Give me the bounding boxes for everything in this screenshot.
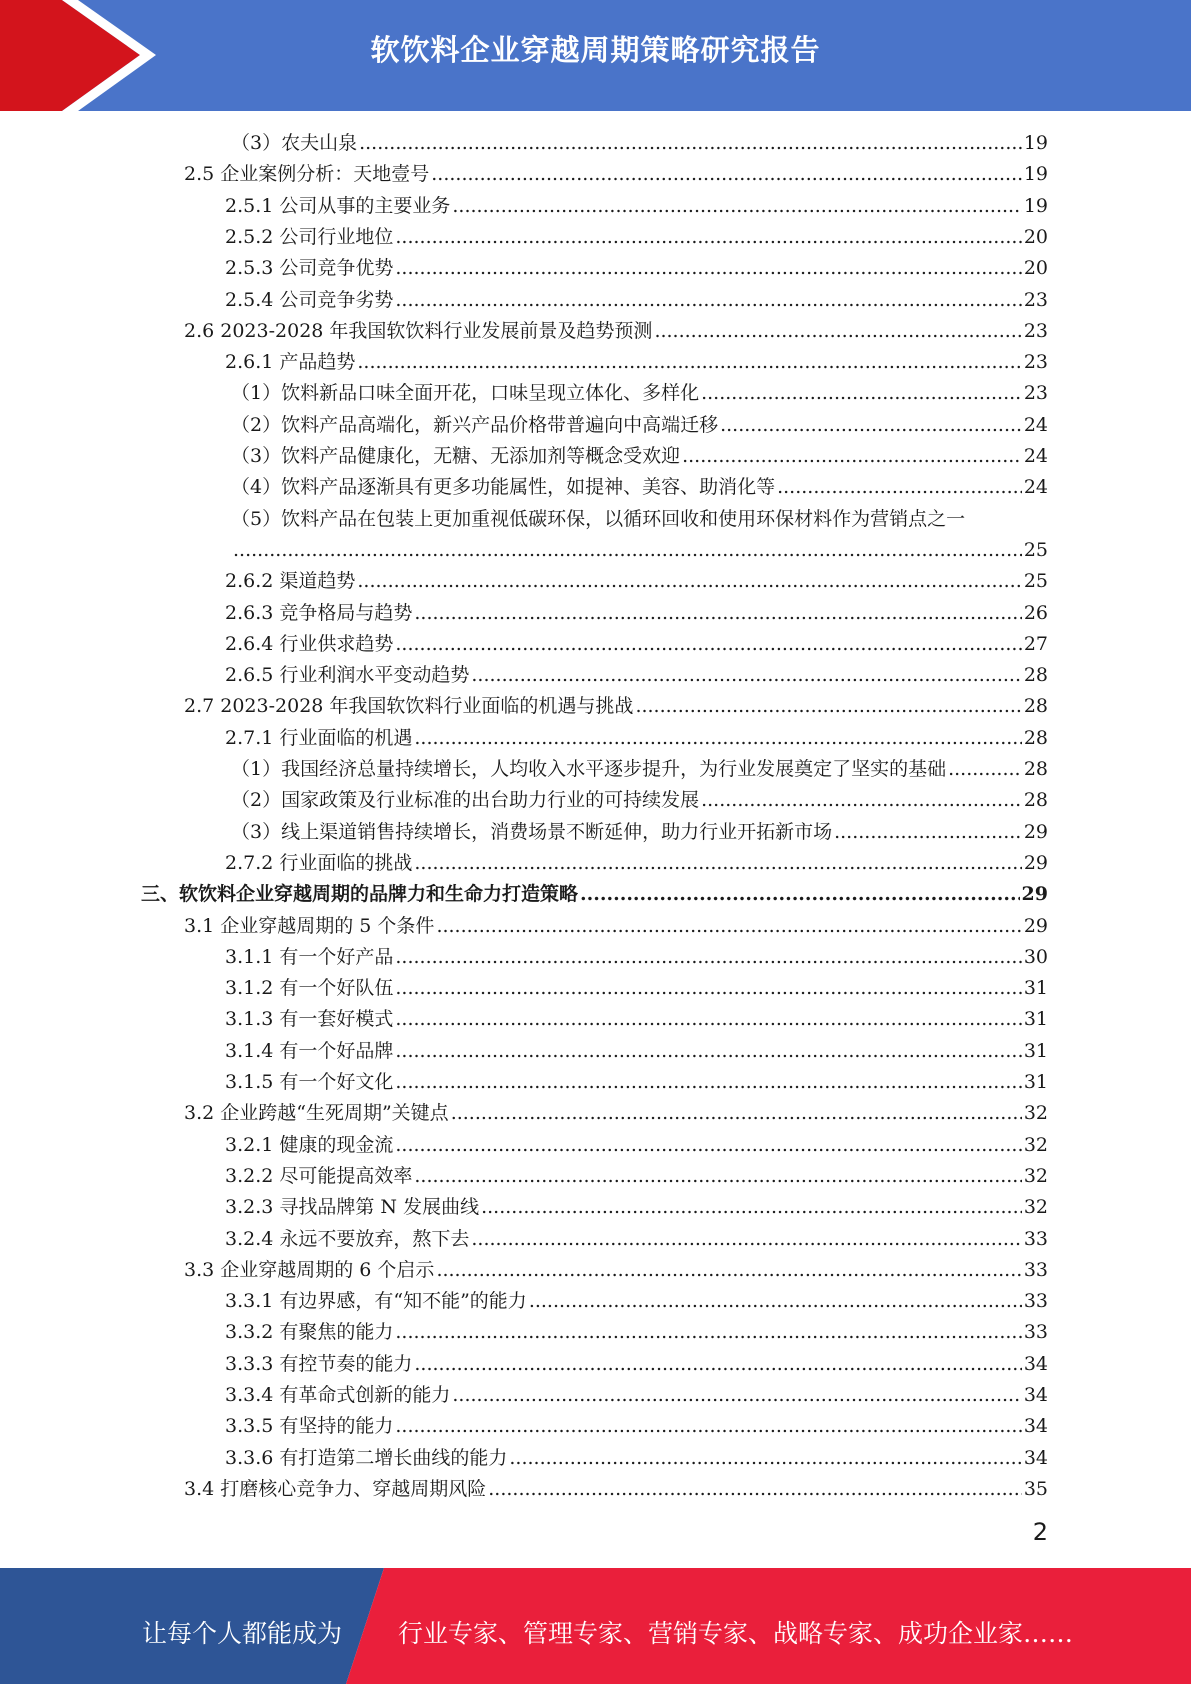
toc-entry[interactable] [225,1067,1048,1098]
toc-dot-leader [436,1255,1021,1286]
toc-dot-leader [395,973,1021,1004]
toc-entry-page: 28 [1023,789,1048,812]
toc-dot-leader [654,316,1021,347]
toc-entry[interactable] [225,660,1048,691]
toc-entry-title: 3.3.4 有革命式创新的能力 [225,1384,451,1406]
toc-entry-title: （3）农夫山泉 [231,132,358,154]
toc-entry-page: 31 [1023,1039,1048,1062]
toc-entry-page: 32 [1023,1102,1048,1125]
toc-entry[interactable] [231,754,1048,785]
toc-entry[interactable] [225,1036,1048,1067]
toc-entry-title: 3.1.2 有一个好队伍 [225,977,394,1000]
toc-dot-leader [414,848,1021,879]
toc-entry-page: 31 [1023,1071,1048,1093]
toc-dot-leader [359,128,1022,159]
footer-slogan-right: 行业专家、管理专家、营销专家、战略专家、成功企业家…… [398,1619,1074,1648]
toc-entry-title: 2.6.3 竞争格局与趋势 [225,601,413,624]
toc-entry[interactable] [225,1130,1048,1161]
toc-entry-page: 33 [1023,1321,1048,1344]
toc-dot-leader [414,598,1021,629]
toc-entry-title: 3.3.1 有边界感，有“知不能”的能力 [225,1290,527,1313]
toc-entry[interactable] [231,817,1048,848]
toc-dot-leader [451,1098,1022,1129]
toc-entry-page: 34 [1023,1384,1048,1406]
toc-entry[interactable] [225,253,1048,284]
toc-entry-title: 2.5 企业案例分析：天地壹号 [184,163,430,186]
toc-entry[interactable] [225,629,1048,660]
toc-entry-page: 29 [1021,883,1048,906]
toc-entry[interactable] [225,942,1048,973]
toc-dot-leader [395,1004,1021,1035]
toc-entry-title: 2.6.5 行业利润水平变动趋势 [225,664,470,687]
toc-entry-title: 3.2.2 尽可能提高效率 [225,1164,413,1187]
toc-entry-page: 34 [1023,1415,1048,1438]
toc-entry[interactable] [231,441,1048,472]
toc-dot-leader [414,723,1021,754]
toc-entry-page: 25 [1023,538,1048,561]
toc-entry-title: （3）饮料产品健康化，无糖、无添加剂等概念受欢迎 [231,445,681,467]
toc-dot-leader [357,347,1021,378]
toc-entry[interactable] [184,1474,1048,1505]
toc-entry-title: 2.5.2 公司行业地位 [225,225,394,248]
toc-entry[interactable] [231,378,1048,409]
toc-entry[interactable] [225,723,1048,754]
toc-dot-leader [395,1036,1021,1067]
toc-entry-title: 2.7.1 行业面临的机遇 [225,726,413,749]
toc-entry-page: 28 [1023,664,1048,687]
toc-entry-title: 2.5.4 公司竞争劣势 [225,288,394,311]
toc-dot-leader [395,629,1021,660]
toc-dot-leader [635,691,1021,722]
toc-dot-leader [777,472,1022,503]
toc-entry-page: 27 [1023,632,1048,655]
toc-entry[interactable] [225,347,1048,378]
toc-entry-page: 23 [1023,382,1048,405]
toc-entry-title: 3.4 打磨核心竞争力、穿越周期风险 [184,1477,487,1500]
toc-dot-leader [414,1161,1021,1192]
toc-dot-leader [395,1317,1021,1348]
toc-entry-page: 32 [1023,1133,1048,1156]
toc-entry[interactable] [225,1443,1048,1474]
toc-entry-title: （1）饮料新品口味全面开花，口味呈现立体化、多样化 [231,382,700,405]
page-number: 2 [1032,1518,1048,1546]
toc-dot-leader [395,1130,1021,1161]
toc-entry[interactable] [225,1004,1048,1035]
toc-entry-title: 三、软饮料企业穿越周期的品牌力和生命力打造策略 [141,883,579,906]
toc-entry[interactable] [225,222,1048,253]
toc-entry[interactable] [225,1192,1048,1223]
toc-entry[interactable] [225,973,1048,1004]
toc-entry[interactable] [225,191,1048,222]
toc-entry-page: 34 [1023,1446,1048,1469]
toc-entry-page: 25 [1023,570,1048,593]
toc-entry-page: 28 [1023,726,1048,749]
toc-entry-page: 19 [1023,194,1048,217]
toc-dot-leader [948,754,1022,785]
toc-entry-page: 30 [1023,945,1048,968]
toc-dot-leader [488,1474,1022,1505]
toc-entry[interactable] [225,1161,1048,1192]
toc-entry-title: 2.6.2 渠道趋势 [225,570,356,593]
toc-entry[interactable] [231,785,1048,816]
toc-entry-title: 3.3.5 有坚持的能力 [225,1415,394,1438]
toc-dot-leader [481,1192,1022,1223]
toc-entry-page: 23 [1023,319,1048,342]
toc-entry-page: 26 [1023,601,1048,624]
toc-entry-title: 3.1.4 有一个好品牌 [225,1039,394,1062]
toc-dot-leader [509,1443,1021,1474]
page-header [0,0,1191,111]
toc-entry[interactable] [184,911,1048,942]
toc-dot-leader [471,660,1021,691]
toc-entry-title: 3.3 企业穿越周期的 6 个启示 [184,1258,435,1281]
toc-entry[interactable] [231,504,1048,535]
toc-entry-title: 2.6.4 行业供求趋势 [225,632,394,655]
toc-entry-title: 3.3.2 有聚焦的能力 [225,1321,394,1344]
toc-entry[interactable] [231,535,1048,566]
toc-entry-page: 24 [1023,413,1048,436]
toc-entry-page: 28 [1023,695,1048,718]
toc-entry-page: 20 [1023,225,1048,248]
toc-entry[interactable] [225,598,1048,629]
toc-entry[interactable] [184,159,1048,190]
toc-dot-leader [431,159,1022,190]
toc-entry-page: 28 [1023,758,1048,780]
toc-entry-title: 2.7 2023-2028 年我国软饮料行业面临的机遇与挑战 [184,695,634,718]
toc-entry-title: 3.2.1 健康的现金流 [225,1133,394,1156]
toc-entry[interactable] [231,128,1048,159]
toc-entry[interactable] [141,879,1048,910]
toc-dot-leader [414,1349,1021,1380]
toc-dot-leader [357,566,1021,597]
toc-dot-leader [701,785,1022,816]
toc-entry-page: 33 [1023,1227,1048,1250]
toc-entry-title: 3.1.5 有一个好文化 [225,1071,394,1093]
toc-entry-title: 3.3.3 有控节奏的能力 [225,1352,413,1375]
report-title: 软饮料企业穿越周期策略研究报告 [370,33,821,67]
toc-entry-page: 34 [1023,1352,1048,1375]
toc-entry[interactable] [184,1255,1048,1286]
toc-entry-title: 3.2 企业跨越“生死周期”关键点 [184,1102,449,1125]
toc-entry[interactable] [184,1098,1048,1129]
toc-entry[interactable] [225,1224,1048,1255]
toc-entry-title: 3.1 企业穿越周期的 5 个条件 [184,914,435,937]
toc-dot-leader [395,1067,1021,1098]
toc-entry-title: 2.7.2 行业面临的挑战 [225,851,413,874]
toc-entry-title: （3）线上渠道销售持续增长，消费场景不断延伸，助力行业开拓新市场 [231,820,833,843]
toc-entry[interactable] [225,285,1048,316]
toc-entry-page: 35 [1023,1477,1048,1500]
toc-entry-page: 32 [1023,1196,1048,1219]
toc-dot-leader [395,222,1021,253]
toc-entry-title: 3.1.1 有一个好产品 [225,945,394,968]
toc-dot-leader [395,942,1021,973]
toc-entry-title: 3.2.4 永远不要放弃，熬下去 [225,1227,470,1250]
toc-entry[interactable] [225,1411,1048,1442]
toc-entry-page: 29 [1023,820,1048,843]
toc-entry-title: 2.5.1 公司从事的主要业务 [225,194,451,217]
toc-entry-title: （5）饮料产品在包装上更加重视低碳环保，以循环回收和使用环保材料作为营销点之一 [231,507,966,530]
toc-entry-page: 24 [1023,476,1048,499]
toc-entry[interactable] [231,472,1048,503]
toc-entry-title: 2.6 2023-2028 年我国软饮料行业发展前景及趋势预测 [184,319,653,342]
toc-entry[interactable] [225,848,1048,879]
toc-dot-leader [682,441,1022,472]
toc-entry-page: 23 [1023,351,1048,374]
toc-entry[interactable] [184,316,1048,347]
toc-entry-title: （2）饮料产品高端化，新兴产品价格带普遍向中高端迁移 [231,413,719,436]
toc-dot-leader [452,1380,1021,1411]
toc-entry-title: （2）国家政策及行业标准的出台助力行业的可持续发展 [231,789,700,812]
toc-entry-page: 29 [1023,914,1048,937]
toc-entry[interactable] [231,410,1048,441]
toc-entry-page: 32 [1023,1164,1048,1187]
toc-dot-leader [720,410,1022,441]
toc-entry-title: （4）饮料产品逐渐具有更多功能属性，如提神、美容、助消化等 [231,476,776,499]
toc-dot-leader [529,1286,1022,1317]
toc-dot-leader [233,535,1022,566]
toc-entry-title: （1）我国经济总量持续增长，人均收入水平逐步提升，为行业发展奠定了坚实的基础 [231,758,947,780]
toc-dot-leader [395,1411,1021,1442]
toc-entry[interactable] [225,1349,1048,1380]
toc-dot-leader [452,191,1021,222]
toc-entry[interactable] [184,691,1048,722]
toc-entry-title: 3.3.6 有打造第二增长曲线的能力 [225,1446,508,1469]
toc-entry-page: 29 [1023,851,1048,874]
toc-entry-page: 20 [1023,257,1048,280]
toc-dot-leader [395,285,1021,316]
toc-entry[interactable] [225,1317,1048,1348]
toc-entry-title: 2.6.1 产品趋势 [225,351,356,374]
toc-dot-leader [580,879,1020,910]
toc-entry-page: 33 [1023,1290,1048,1313]
toc-entry-page: 31 [1023,977,1048,1000]
toc-entry-page: 19 [1023,132,1048,154]
toc-entry-page: 31 [1023,1008,1048,1031]
toc-entry[interactable] [225,1286,1048,1317]
toc-entry[interactable] [225,1380,1048,1411]
toc-entry-page: 19 [1023,163,1048,186]
toc-dot-leader [436,911,1021,942]
toc-entry-page: 33 [1023,1258,1048,1281]
toc-dot-leader [471,1224,1021,1255]
toc-entry-title: 2.5.3 公司竞争优势 [225,257,394,280]
footer-slogan-left: 让每个人都能成为 [142,1619,343,1648]
toc-dot-leader [834,817,1022,848]
toc-entry-page: 23 [1023,288,1048,311]
toc-entry-page: 24 [1023,445,1048,467]
toc-dot-leader [701,378,1022,409]
toc-entry-title: 3.1.3 有一套好模式 [225,1008,394,1031]
toc-dot-leader [395,253,1021,284]
toc-entry-title: 3.2.3 寻找品牌第 N 发展曲线 [225,1196,480,1219]
toc-entry[interactable] [225,566,1048,597]
